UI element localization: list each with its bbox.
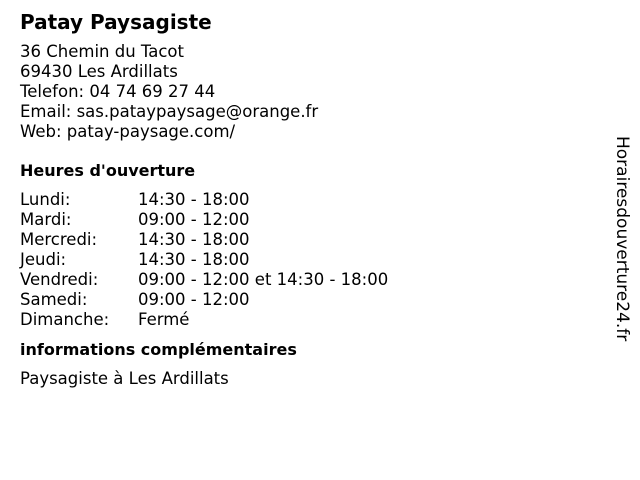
hours-table — [20, 190, 580, 330]
time-value: 09:00 - 12:00 — [138, 290, 250, 309]
hours-row-friday — [20, 270, 580, 290]
info-heading: informations complémentaires — [20, 340, 297, 359]
hours-row-thursday — [20, 250, 580, 270]
address-line-1: 36 Chemin du Tacot — [20, 42, 185, 61]
time-value: 14:30 - 18:00 — [138, 250, 250, 269]
business-name: Patay Paysagiste — [20, 10, 212, 34]
day-label: Lundi: — [20, 190, 71, 209]
time-value: 09:00 - 12:00 — [138, 210, 250, 229]
email-line: Email: sas.pataypaysage@orange.fr — [20, 102, 319, 121]
hours-row-sunday — [20, 310, 580, 330]
hours-row-tuesday — [20, 210, 580, 230]
info-text: Paysagiste à Les Ardillats — [20, 369, 229, 388]
address-line-2: 69430 Les Ardillats — [20, 62, 178, 81]
hours-row-monday — [20, 190, 580, 210]
hours-heading: Heures d'ouverture — [20, 161, 196, 180]
day-label: Mardi: — [20, 210, 72, 229]
time-value: 09:00 - 12:00 et 14:30 - 18:00 — [138, 270, 389, 289]
hours-row-saturday — [20, 290, 580, 310]
site-watermark: Horairesdouverture24.fr — [612, 136, 632, 342]
hours-row-wednesday — [20, 230, 580, 250]
web-line: Web: patay-paysage.com/ — [20, 122, 236, 141]
time-value: Fermé — [138, 310, 190, 329]
business-card — [20, 9, 580, 389]
day-label: Samedi: — [20, 290, 88, 309]
day-label: Dimanche: — [20, 310, 110, 329]
phone-line: Telefon: 04 74 69 27 44 — [20, 82, 216, 101]
day-label: Jeudi: — [20, 250, 67, 269]
time-value: 14:30 - 18:00 — [138, 230, 250, 249]
time-value: 14:30 - 18:00 — [138, 190, 250, 209]
day-label: Vendredi: — [20, 270, 99, 289]
day-label: Mercredi: — [20, 230, 98, 249]
